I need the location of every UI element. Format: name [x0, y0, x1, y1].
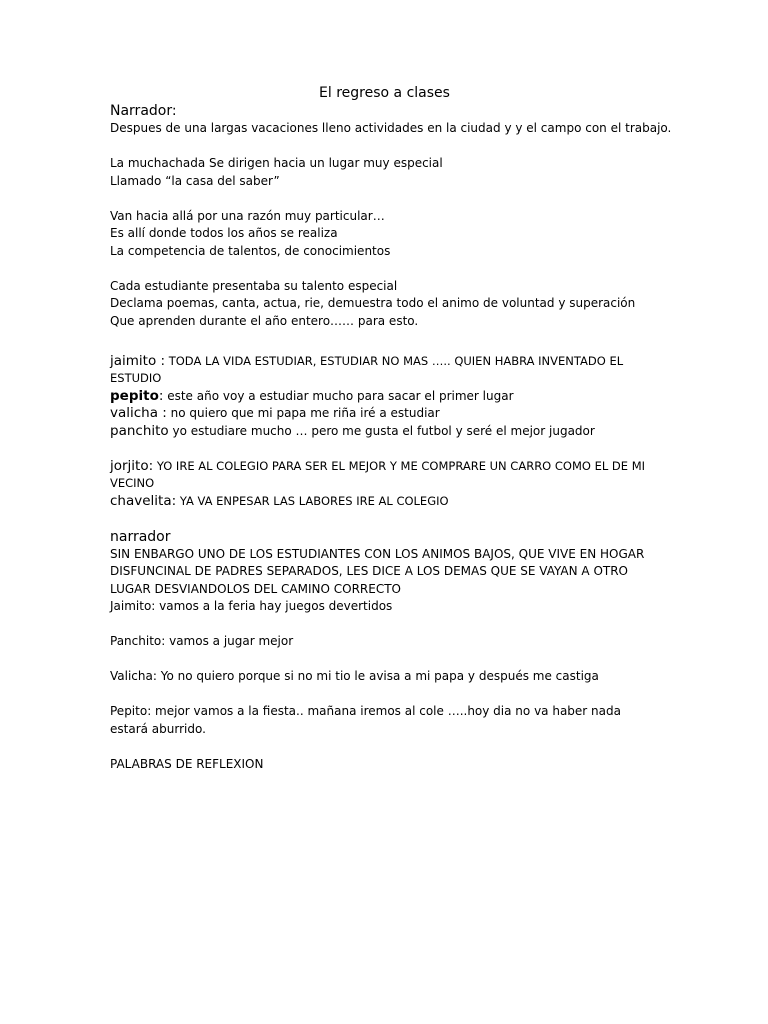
- narrator-label: narrador: [110, 528, 171, 545]
- narrator-label: Narrador:: [110, 103, 177, 119]
- dialog-line: [110, 493, 670, 511]
- narrator-text: SIN ENBARGO UNO DE LOS ESTUDIANTES CON LOS ANIMOS BAJOS, QUE VIVE EN HOGAR DISFUNCINAL DE PADRES SEPARADOS, LES DICE A LOS DEMAS QUE SE VAYAN A OTRO LUGAR DESVIANDOLOS DEL CAMINO CORRECTO: [110, 546, 645, 596]
- dialog-line: [110, 353, 658, 388]
- document-body: [110, 84, 670, 773]
- dialog-line: Jaimito: vamos a la feria hay juegos devertidos: [110, 599, 393, 613]
- dialog-text: no quiero que mi papa me riña iré a estudiar: [166, 406, 440, 420]
- dialog-text: TODA LA VIDA ESTUDIAR, ESTUDIAR NO MAS ….. QUIEN HABRA INVENTADO EL ESTUDIO: [110, 353, 624, 385]
- dialog-line: [110, 458, 658, 493]
- dialog-line: Panchito: vamos a jugar mejor: [110, 634, 294, 648]
- dialog-text: yo estudiare mucho … pero me gusta el futbol y seré el mejor jugador: [168, 423, 595, 438]
- paragraph-line: Van hacia allá por una razón muy particular…: [110, 208, 385, 223]
- speaker-name: jorjito:: [110, 457, 154, 474]
- speaker-name: jaimito :: [110, 352, 166, 369]
- intro-line: Despues de una largas vacaciones lleno actividades en la ciudad y y el campo con el trabajo.: [110, 121, 672, 135]
- paragraph-line: Llamado “la casa del saber”: [110, 173, 280, 188]
- paragraph-line: Declama poemas, canta, actua, rie, demuestra todo el animo de voluntad y superación: [110, 296, 636, 310]
- speaker-name: pepito: [110, 387, 159, 404]
- paragraph-line: Que aprenden durante el año entero…… para esto.: [110, 313, 419, 328]
- dialog-line: [110, 388, 670, 406]
- dialog-line: [110, 423, 670, 441]
- dialog-text: YA VA ENPESAR LAS LABORES IRE AL COLEGIO: [176, 493, 449, 508]
- paragraph-line: La muchachada Se dirigen hacia un lugar muy especial: [110, 156, 443, 170]
- speaker-name: chavelita:: [110, 492, 177, 509]
- dialog-line: Pepito: mejor vamos a la fiesta.. mañana iremos al cole …..hoy dia no va haber nada estará aburrido.: [110, 704, 621, 736]
- speaker-name: panchito: [110, 422, 169, 439]
- paragraph-line: Es allí donde todos los años se realiza: [110, 226, 338, 240]
- document-title: El regreso a clases: [319, 85, 450, 101]
- dialog-text: este año voy a estudiar mucho para sacar el primer lugar: [163, 388, 514, 403]
- paragraph-line: La competencia de talentos, de conocimientos: [110, 243, 391, 258]
- dialog-line: Valicha: Yo no quiero porque si no mi tio le avisa a mi papa y después me castiga: [110, 669, 599, 683]
- closing-heading: PALABRAS DE REFLEXION: [110, 756, 264, 771]
- dialog-text: YO IRE AL COLEGIO PARA SER EL MEJOR Y ME COMPRARE UN CARRO COMO EL DE MI VECINO: [110, 458, 646, 490]
- paragraph-line: Cada estudiante presentaba su talento especial: [110, 278, 398, 293]
- speaker-suffix: :: [158, 387, 164, 404]
- speaker-name: valicha :: [110, 405, 167, 421]
- dialog-line: [110, 405, 670, 423]
